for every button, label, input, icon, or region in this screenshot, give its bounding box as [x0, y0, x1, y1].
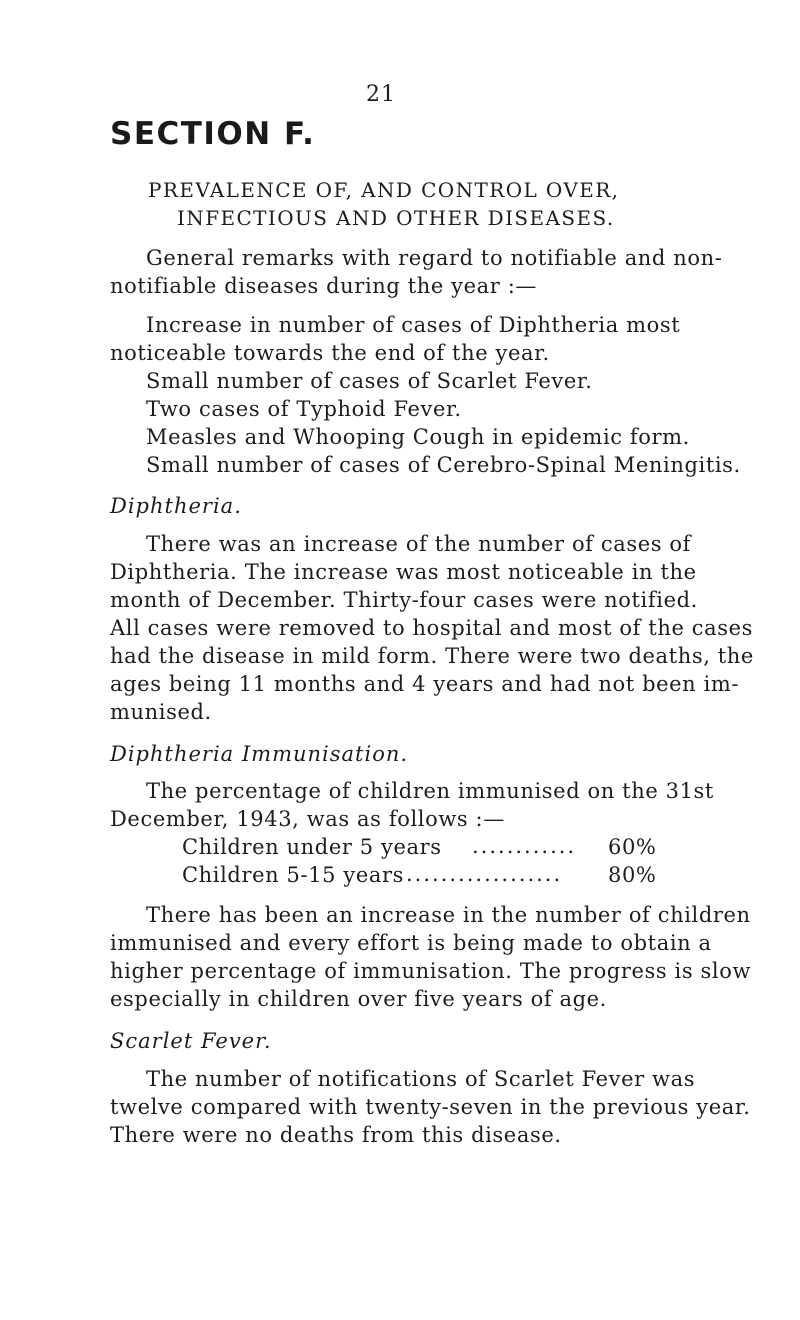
immunisation-row-label: Children 5-15 years — [182, 863, 405, 887]
section-title: SECTION F. — [110, 116, 316, 152]
general-item-line: Increase in number of cases of Diphtheria most — [146, 313, 681, 337]
general-intro-line-2: notifiable diseases during the year :— — [110, 274, 537, 298]
general-item-line: Small number of cases of Cerebro-Spinal Meningitis. — [146, 453, 741, 477]
general-intro-line-1: General remarks with regard to notifiable and non- — [146, 246, 723, 270]
immunisation-row-label: Children under 5 years — [182, 835, 442, 859]
general-item-line: Two cases of Typhoid Fever. — [146, 397, 462, 421]
immunisation-intro-line-2: December, 1943, was as follows :— — [110, 807, 505, 831]
diphtheria-line: had the disease in mild form. There were two deaths, the — [110, 644, 754, 668]
page-number: 21 — [366, 82, 396, 107]
diphtheria-line: Diphtheria. The increase was most noticeable in the — [110, 560, 697, 584]
leader-dots: .................. — [406, 862, 563, 886]
immunisation-line: immunised and every effort is being made to obtain a — [110, 931, 712, 955]
immunisation-line: There has been an increase in the number of children — [146, 903, 751, 927]
scarlet-line: There were no deaths from this disease. — [110, 1123, 562, 1147]
general-item-line: Measles and Whooping Cough in epidemic form. — [146, 425, 690, 449]
immunisation-line: especially in children over five years of age. — [110, 987, 607, 1011]
immunisation-intro-line-1: The percentage of children immunised on the 31st — [146, 779, 714, 803]
diphtheria-line: There was an increase of the number of cases of — [146, 532, 691, 556]
scarlet-heading: Scarlet Fever. — [110, 1029, 272, 1053]
diphtheria-line: munised. — [110, 700, 212, 724]
diphtheria-line: All cases were removed to hospital and most of the cases — [110, 616, 754, 640]
main-heading-line-1: PREVALENCE OF, AND CONTROL OVER, — [148, 178, 620, 202]
scarlet-line: The number of notifications of Scarlet Fever was — [146, 1067, 696, 1091]
immunisation-heading: Diphtheria Immunisation. — [110, 742, 409, 766]
scarlet-line: twelve compared with twenty-seven in the previous year. — [110, 1095, 751, 1119]
immunisation-row-value: 60% — [608, 835, 657, 859]
general-item-line: noticeable towards the end of the year. — [110, 341, 550, 365]
diphtheria-line: ages being 11 months and 4 years and had not been im- — [110, 672, 740, 696]
general-item-line: Small number of cases of Scarlet Fever. — [146, 369, 593, 393]
leader-dots: ............ — [472, 834, 577, 858]
diphtheria-heading: Diphtheria. — [110, 494, 242, 518]
diphtheria-line: month of December. Thirty-four cases were notified. — [110, 588, 698, 612]
immunisation-line: higher percentage of immunisation. The progress is slow — [110, 959, 752, 983]
immunisation-row-value: 80% — [608, 863, 657, 887]
main-heading-line-2: INFECTIOUS AND OTHER DISEASES. — [177, 206, 615, 230]
